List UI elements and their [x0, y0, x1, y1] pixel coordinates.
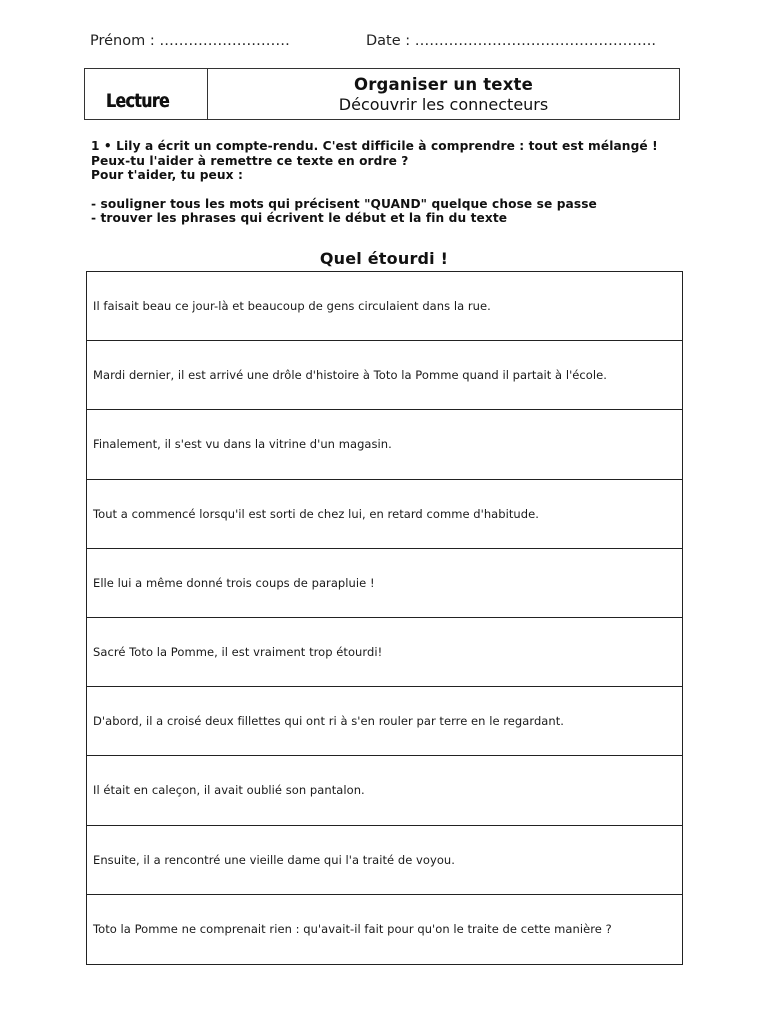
lesson-subtitle: Découvrir les connecteurs [338, 95, 549, 114]
lesson-titles [208, 69, 679, 119]
sentence-row: Tout a commencé lorsqu'il est sorti de chez lui, en retard comme d'habitude. [87, 480, 682, 549]
title-box [84, 68, 680, 120]
instruction-line: Peux-tu l'aider à remettre ce texte en ordre ? [91, 153, 409, 168]
sentence-row: Ensuite, il a rencontré une vieille dame qui l'a traité de voyou. [87, 826, 682, 895]
sentence-row: Elle lui a même donné trois coups de parapluie ! [87, 549, 682, 618]
subject-label: Lecture [105, 90, 169, 112]
instruction-bullet: - trouver les phrases qui écrivent le début et la fin du texte [91, 211, 508, 225]
sentence-row: Il faisait beau ce jour-là et beaucoup de gens circulaient dans la rue. [87, 272, 682, 341]
subject-tag [85, 69, 208, 119]
story-title: Quel étourdi ! [319, 249, 449, 268]
instruction-line: 1 • Lily a écrit un compte-rendu. C'est difficile à comprendre : tout est mélangé ! [91, 139, 658, 153]
instruction-bullet: - souligner tous les mots qui précisent "QUAND" quelque chose se passe [91, 196, 597, 211]
instruction-line: Pour t'aider, tu peux : [91, 168, 243, 182]
sentence-row: Mardi dernier, il est arrivé une drôle d'histoire à Toto la Pomme quand il partait à l'école. [87, 341, 682, 410]
lesson-title: Organiser un texte [353, 75, 534, 94]
sentence-row: Il était en caleçon, il avait oublié son pantalon. [87, 756, 682, 825]
spacer [91, 183, 721, 197]
header-fields [90, 33, 710, 49]
sentence-row: Toto la Pomme ne comprenait rien : qu'avait-il fait pour qu'on le traite de cette manière ? [93, 922, 612, 937]
date-field: Date : ………………………………………….. [366, 33, 656, 49]
sentence-row: D'abord, il a croisé deux fillettes qui ont ri à s'en rouler par terre en le regardant. [87, 687, 682, 756]
instructions [91, 139, 721, 226]
sentence-row: Finalement, il s'est vu dans la vitrine d'un magasin. [87, 410, 682, 479]
sentence-table [86, 271, 683, 965]
sentence-row: Sacré Toto la Pomme, il est vraiment trop étourdi! [87, 618, 682, 687]
prenom-field: Prénom : ……………………… [90, 33, 290, 49]
